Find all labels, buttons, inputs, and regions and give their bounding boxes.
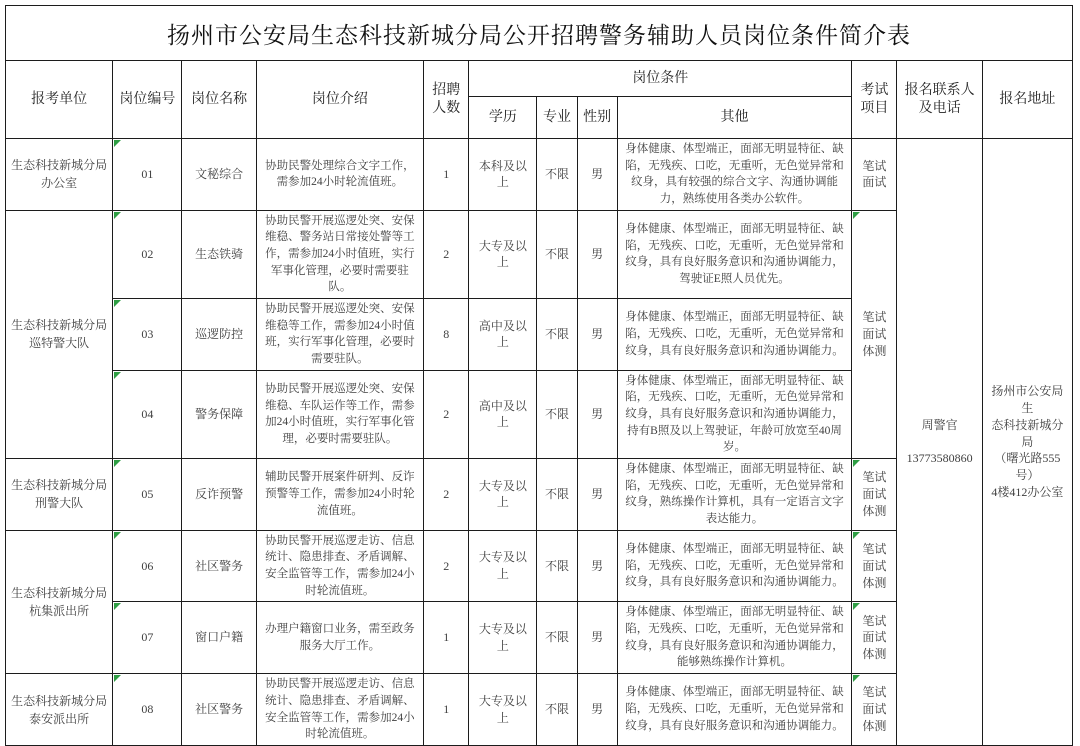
- education-cell: 高中及以上: [469, 370, 537, 458]
- code-cell: 08: [113, 674, 182, 746]
- education-cell: 大专及以上: [469, 210, 537, 298]
- column-header-exam: 考试 项目: [852, 61, 897, 139]
- major-cell: 不限: [537, 674, 577, 746]
- table-row: [6, 139, 1073, 211]
- position-intro-cell: 协助民警开展巡逻处突、安保维稳等工作，需参加24小时值班，实行军事化管理，必要时需要驻队。: [256, 299, 423, 371]
- page-title: 扬州市公安局生态科技新城分局公开招聘警务辅助人员岗位条件简介表: [6, 6, 1073, 61]
- other-conditions-cell: 身体健康、体型端正，面部无明显特征、缺陷，无残疾、口吃，无重听，无色觉异常和纹身，具有良好服务意识和沟通协调能力，持有B照及以上驾驶证，年龄可放宽至40周岁。: [617, 370, 852, 458]
- position-intro-cell: 办理户籍窗口业务，需至政务服务大厅工作。: [256, 602, 423, 674]
- column-header-major: 专业: [537, 97, 577, 139]
- code-cell: 04: [113, 370, 182, 458]
- position-name-cell: 反诈预警: [182, 459, 256, 531]
- count-cell: 8: [424, 299, 469, 371]
- position-name-cell: 窗口户籍: [182, 602, 256, 674]
- column-header-other: 其他: [617, 97, 852, 139]
- code-cell: 01: [113, 139, 182, 211]
- exam-cell: 笔试 面试: [852, 139, 897, 211]
- exam-cell: 笔试 面试 体测: [852, 459, 897, 531]
- education-cell: 本科及以上: [469, 139, 537, 211]
- column-header-gender: 性别: [577, 97, 617, 139]
- position-intro-cell: 协助民警开展巡逻走访、信息统计、隐患排查、矛盾调解、安全监管等工作，需参加24小时轮流值班。: [256, 530, 423, 602]
- count-cell: 1: [424, 674, 469, 746]
- column-header-code: 岗位编号: [113, 61, 182, 139]
- major-cell: 不限: [537, 602, 577, 674]
- unit-cell: 生态科技新城分局 巡特警大队: [6, 210, 113, 458]
- other-conditions-cell: 身体健康、体型端正，面部无明显特征、缺陷，无残疾、口吃，无重听，无色觉异常和纹身，具有良好服务意识和沟通协调能力，驾驶证E照人员优先。: [617, 210, 852, 298]
- contact-cell: [897, 139, 982, 746]
- code-cell: 07: [113, 602, 182, 674]
- other-conditions-cell: 身体健康、体型端正，面部无明显特征、缺陷，无残疾、口吃，无重听，无色觉异常和纹身，具有良好服务意识和沟通协调能力。: [617, 530, 852, 602]
- code-cell: 06: [113, 530, 182, 602]
- position-intro-cell: 协助民警处理综合文字工作，需参加24小时轮流值班。: [256, 139, 423, 211]
- position-intro-cell: 协助民警开展巡逻走访、信息统计、隐患排查、矛盾调解、安全监管等工作，需参加24小时轮流值班。: [256, 674, 423, 746]
- position-intro-cell: 协助民警开展巡逻处突、安保维稳、警务站日常接处警等工作，需参加24小时值班，实行军事化管理，必要时需要驻队。: [256, 210, 423, 298]
- exam-cell: 笔试 面试 体测: [852, 602, 897, 674]
- contact-phone: 13773580860: [906, 451, 973, 466]
- gender-cell: 男: [577, 530, 617, 602]
- count-cell: 1: [424, 139, 469, 211]
- code-cell: 05: [113, 459, 182, 531]
- major-cell: 不限: [537, 370, 577, 458]
- exam-cell: 笔试 面试 体测: [852, 674, 897, 746]
- unit-cell: 生态科技新城分局 泰安派出所: [6, 674, 113, 746]
- gender-cell: 男: [577, 459, 617, 531]
- position-name-cell: 文秘综合: [182, 139, 256, 211]
- gender-cell: 男: [577, 370, 617, 458]
- education-cell: 大专及以上: [469, 530, 537, 602]
- other-conditions-cell: 身体健康、体型端正，面部无明显特征、缺陷，无残疾、口吃，无重听，无色觉异常和纹身，具有良好服务意识和沟通协调能力。: [617, 299, 852, 371]
- other-conditions-cell: 身体健康、体型端正，面部无明显特征、缺陷，无残疾、口吃，无重听，无色觉异常和纹身，具有较强的综合文字、沟通协调能力，熟练使用各类办公软件。: [617, 139, 852, 211]
- position-name-cell: 生态铁骑: [182, 210, 256, 298]
- gender-cell: 男: [577, 210, 617, 298]
- unit-cell: 生态科技新城分局 刑警大队: [6, 459, 113, 531]
- column-header-name: 岗位名称: [182, 61, 256, 139]
- column-header-unit: 报考单位: [6, 61, 113, 139]
- other-conditions-cell: 身体健康、体型端正，面部无明显特征、缺陷，无残疾、口吃，无重听，无色觉异常和纹身，具有良好服务意识和沟通协调能力，能够熟练操作计算机。: [617, 602, 852, 674]
- count-cell: 2: [424, 530, 469, 602]
- gender-cell: 男: [577, 139, 617, 211]
- code-cell: 03: [113, 299, 182, 371]
- other-conditions-cell: 身体健康、体型端正，面部无明显特征、缺陷，无残疾、口吃，无重听，无色觉异常和纹身，熟练操作计算机，具有一定语言文字表达能力。: [617, 459, 852, 531]
- position-intro-cell: 协助民警开展巡逻处突、安保维稳、车队运作等工作，需参加24小时值班，实行军事化管理，必要时需要驻队。: [256, 370, 423, 458]
- exam-cell: 笔试 面试 体测: [852, 210, 897, 458]
- major-cell: 不限: [537, 459, 577, 531]
- other-conditions-cell: 身体健康、体型端正，面部无明显特征、缺陷，无残疾、口吃，无重听，无色觉异常和纹身，具有良好服务意识和沟通协调能力。: [617, 674, 852, 746]
- position-name-cell: 社区警务: [182, 674, 256, 746]
- position-intro-cell: 辅助民警开展案件研判、反诈预警等工作，需参加24小时轮流值班。: [256, 459, 423, 531]
- major-cell: 不限: [537, 139, 577, 211]
- unit-cell: 生态科技新城分局 杭集派出所: [6, 530, 113, 673]
- column-header-address: 报名地址: [982, 61, 1072, 139]
- count-cell: 1: [424, 602, 469, 674]
- address-cell: 扬州市公安局生 态科技新城分局 （曙光路555号） 4楼412办公室: [982, 139, 1072, 746]
- major-cell: 不限: [537, 210, 577, 298]
- column-header-education: 学历: [469, 97, 537, 139]
- column-header-contact: 报名联系人 及电话: [897, 61, 982, 139]
- position-name-cell: 社区警务: [182, 530, 256, 602]
- education-cell: 大专及以上: [469, 602, 537, 674]
- code-cell: 02: [113, 210, 182, 298]
- exam-cell: 笔试 面试 体测: [852, 530, 897, 602]
- unit-cell: 生态科技新城分局 办公室: [6, 139, 113, 211]
- education-cell: 大专及以上: [469, 674, 537, 746]
- major-cell: 不限: [537, 530, 577, 602]
- major-cell: 不限: [537, 299, 577, 371]
- column-header-count: 招聘 人数: [424, 61, 469, 139]
- education-cell: 高中及以上: [469, 299, 537, 371]
- recruitment-table: [5, 5, 1073, 746]
- column-header-conditions-group: 岗位条件: [469, 61, 852, 97]
- gender-cell: 男: [577, 299, 617, 371]
- count-cell: 2: [424, 459, 469, 531]
- gender-cell: 男: [577, 674, 617, 746]
- contact-name: 周警官: [921, 417, 958, 432]
- column-header-intro: 岗位介绍: [256, 61, 423, 139]
- position-name-cell: 巡逻防控: [182, 299, 256, 371]
- position-name-cell: 警务保障: [182, 370, 256, 458]
- count-cell: 2: [424, 370, 469, 458]
- education-cell: 大专及以上: [469, 459, 537, 531]
- count-cell: 2: [424, 210, 469, 298]
- gender-cell: 男: [577, 602, 617, 674]
